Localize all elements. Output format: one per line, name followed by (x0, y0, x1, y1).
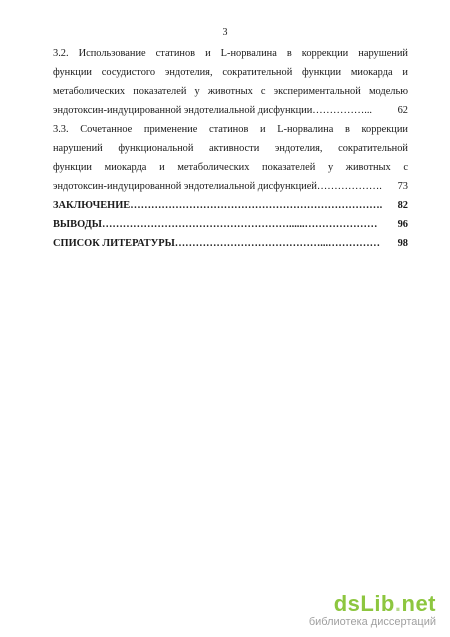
toc-entry-findings (53, 215, 408, 234)
toc-line: эндотоксин-индуцированной эндотелиальной дисфункции……………... (53, 105, 373, 116)
toc-line: функции миокарда и метаболических показателей у животных с (53, 162, 408, 173)
table-of-contents (53, 44, 408, 253)
watermark-tagline: библиотека диссертаций (308, 616, 436, 628)
watermark-logo-tld: net (401, 591, 436, 616)
toc-entry-references (53, 234, 408, 253)
watermark-logo-main: dsLib (333, 591, 395, 616)
toc-line: 3.2. Использование статинов и L-норвалина в коррекции нарушений (53, 48, 408, 59)
toc-page-number: 98 (397, 238, 408, 249)
toc-page-number: 96 (397, 219, 408, 230)
page-number: 3 (222, 27, 228, 38)
toc-line: метаболических показателей у животных с экспериментальной моделью (53, 86, 408, 97)
toc-page-number: 82 (397, 200, 408, 211)
toc-line: нарушений функциональной активности эндотелия, сократительной (53, 143, 408, 154)
toc-entry-3-2 (53, 44, 408, 120)
toc-line: функции сосудистого эндотелия, сократительной функции миокарда и (53, 67, 408, 78)
toc-line: ВЫВОДЫ………………………………………………......………………… (53, 219, 378, 230)
toc-page-number: 62 (397, 105, 408, 116)
toc-line: ЗАКЛЮЧЕНИЕ………………………………………………………………. (53, 200, 383, 211)
toc-page-number: 73 (397, 181, 408, 192)
toc-line: СПИСОК ЛИТЕРАТУРЫ……………………………………...…………… (53, 238, 380, 249)
toc-entry-3-3 (53, 120, 408, 196)
watermark-logo-dot: . (394, 591, 402, 616)
toc-entry-conclusion (53, 196, 408, 215)
watermark (309, 593, 436, 629)
watermark-logo (309, 593, 436, 615)
toc-line: 3.3. Сочетанное применение статинов и L-норвалина в коррекции (53, 124, 408, 135)
toc-line: эндотоксин-индуцированной эндотелиальной дисфункцией………………. (53, 181, 382, 192)
